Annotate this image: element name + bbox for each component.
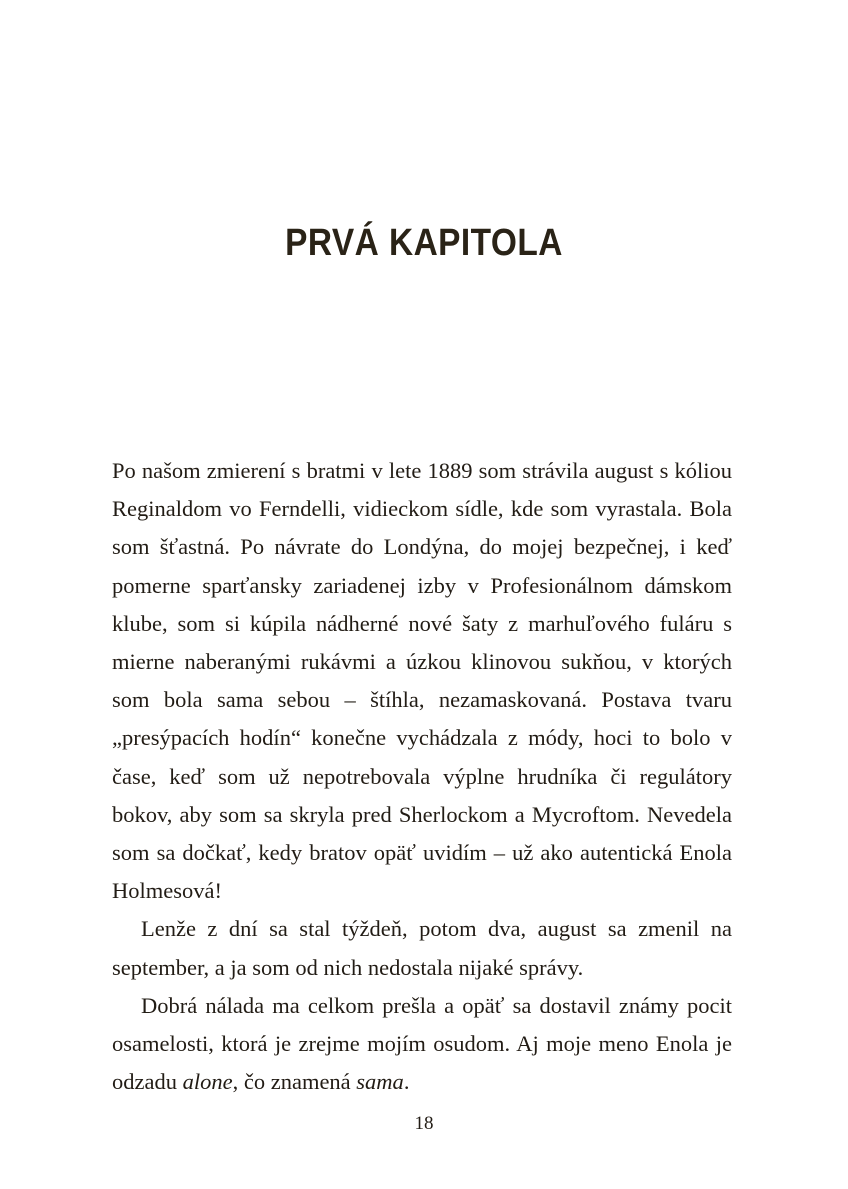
chapter-title: PRVÁ KAPITOLA: [285, 222, 563, 264]
paragraph-3-text-start: Dobrá nálada ma celkom prešla a opäť sa dostavil známy pocit osamelosti, ktorá je zrejme mojím osudom. Aj moje meno Enola je odzadu: [112, 992, 732, 1095]
page-number: 18: [414, 1113, 434, 1134]
italic-word-sama: sama: [356, 1069, 404, 1095]
paragraph-3-text-middle: , čo znamená: [232, 1069, 357, 1095]
paragraph-3: [112, 987, 732, 1102]
paragraph-1: Po našom zmierení s bratmi v lete 1889 som strávila august s kóliou Reginaldom vo Ferndelli, vidieckom sídle, kde som vyrastala. Bola som šťastná. Po návrate do Londýna, do mojej bezpečnej, i keď pomerne sparťansky zariadenej izby v Profesionálnom dámskom klube, som si kúpila nádherné nové šaty z marhuľového fuláru s mierne naberanými rukávmi a úzkou klinovou sukňou, v ktorých som bola sama sebou – štíhla, nezamaskovaná. Postava tvaru „presýpacích hodín“ konečne vychádzala z módy, hoci to bolo v čase, keď som už nepotrebovala výplne hrudníka či regulátory bokov, aby som sa skryla pred Sherlockom a Mycroftom. Nevedela som sa dočkať, kedy bratov opäť uvidím – už ako autentická Enola Holmesová!: [112, 458, 732, 904]
italic-word-alone: alone: [182, 1069, 233, 1095]
chapter-body: [112, 452, 732, 1101]
paragraph-3-text-end: .: [403, 1069, 410, 1095]
paragraph-2: Lenže z dní sa stal týždeň, potom dva, august sa zmenil na september, a ja som od nich nedostala nijaké správy.: [112, 916, 732, 980]
